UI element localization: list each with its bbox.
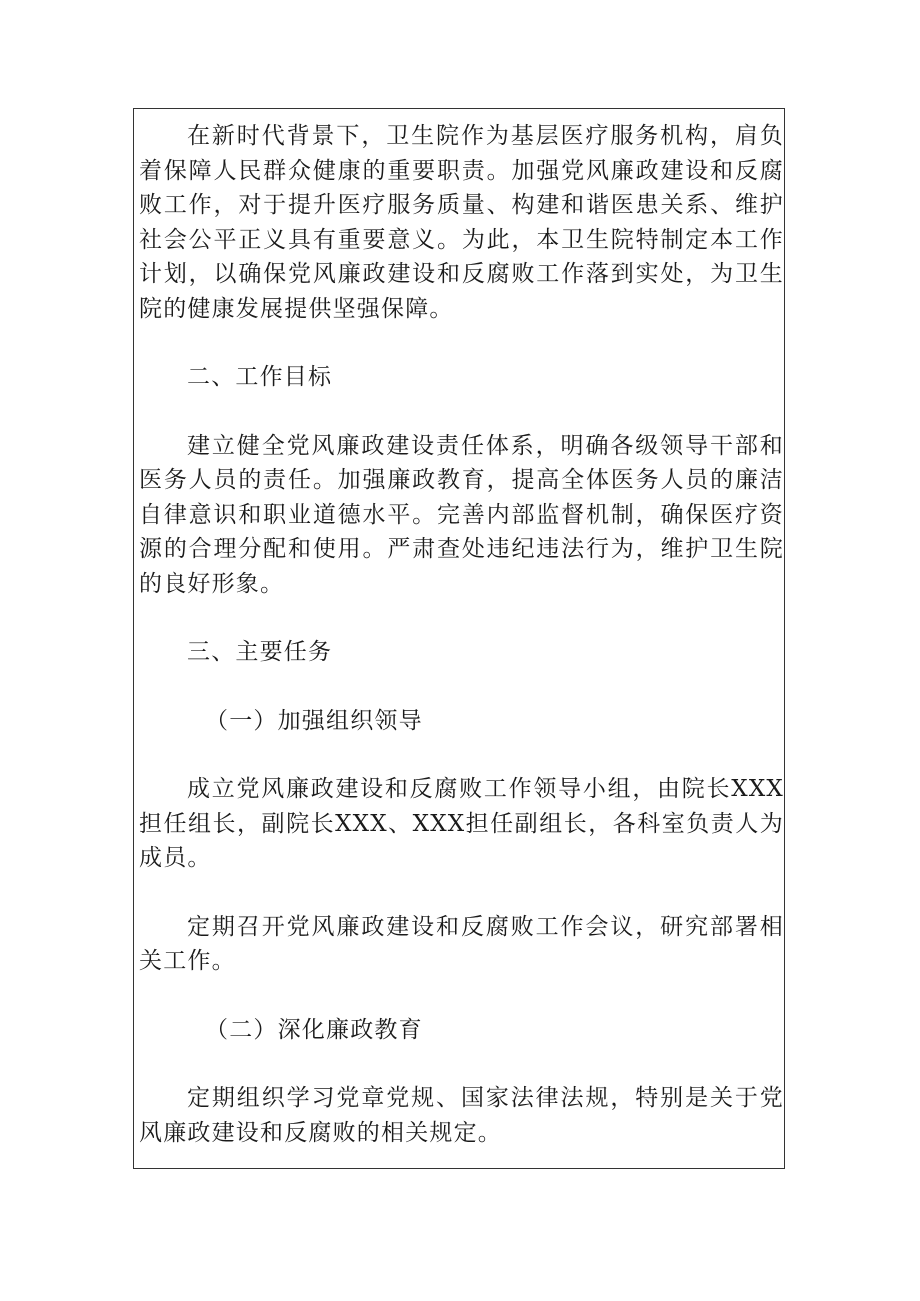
organization-paragraph: 成立党风廉政建设和反腐败工作领导小组，由院长XXX担任组长，副院长XXX、XXX担任副组长，各科室负责人为成员。 <box>139 776 784 871</box>
subheading-organization: （一）加强组织领导 <box>205 707 423 734</box>
document-body <box>139 119 784 1150</box>
goals-paragraph: 建立健全党风廉政建设责任体系，明确各级领导干部和医务人员的责任。加强廉政教育，提高全体医务人员的廉洁自律意识和职业道德水平。完善内部监督机制，确保医疗资源的合理分配和使用。严肃查处违纪违法行为，维护卫生院的良好形象。 <box>139 432 784 597</box>
intro-paragraph: 在新时代背景下，卫生院作为基层医疗服务机构，肩负着保障人民群众健康的重要职责。加强党风廉政建设和反腐败工作，对于提升医疗服务质量、构建和谐医患关系、维护社会公平正义具有重要意义。为此，本卫生院特制定本工作计划，以确保党风廉政建设和反腐败工作落到实处，为卫生院的健康发展提供坚强保障。 <box>139 123 784 322</box>
document-frame <box>133 108 785 1169</box>
section-heading-tasks: 三、主要任务 <box>187 639 333 665</box>
education-paragraph: 定期组织学习党章党规、国家法律法规，特别是关于党风廉政建设和反腐败的相关规定。 <box>139 1085 784 1146</box>
meeting-paragraph: 定期召开党风廉政建设和反腐败工作会议，研究部署相关工作。 <box>139 913 784 974</box>
section-heading-goals: 二、工作目标 <box>187 364 333 390</box>
subheading-education: （二）深化廉政教育 <box>205 1016 423 1043</box>
